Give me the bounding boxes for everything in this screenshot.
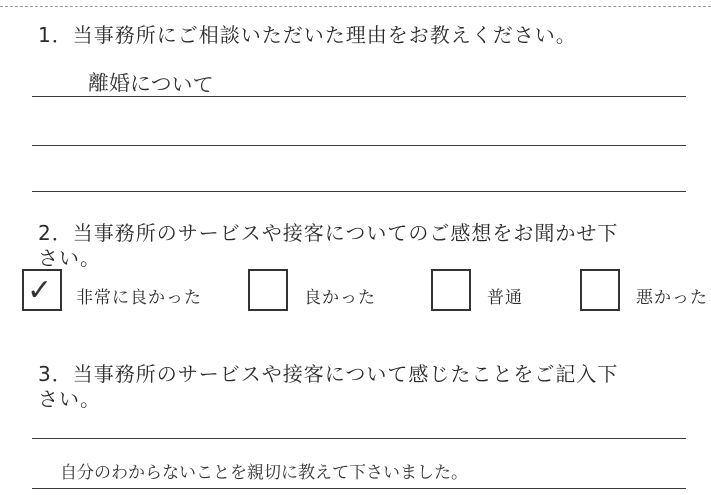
option-label-good: 良かった: [304, 288, 376, 308]
question-2-text-line1: 2．当事務所のサービスや接客についてのご感想をお聞かせ下: [38, 221, 619, 245]
option-label-average: 普通: [487, 288, 523, 308]
question-3-text-line1: 3．当事務所のサービスや接客について感じたことをご記入下: [38, 362, 619, 386]
answer-line-1: [32, 96, 686, 97]
answer-line-5: [32, 488, 686, 489]
question-2-text-line2: さい。: [38, 246, 101, 270]
checkbox-good[interactable]: [248, 269, 288, 311]
top-dashed-rule: [0, 6, 711, 7]
checkbox-very-good[interactable]: [22, 269, 62, 311]
checkbox-average[interactable]: [431, 269, 471, 311]
checkbox-bad[interactable]: [580, 269, 620, 311]
answer-line-2: [32, 145, 686, 146]
answer-line-4: [32, 438, 686, 439]
question-1-handwritten-answer: 離婚について: [87, 70, 214, 98]
check-mark-icon: ✓: [27, 273, 53, 308]
option-label-very-good: 非常に良かった: [76, 288, 202, 308]
question-3-text-line2: さい。: [38, 387, 101, 411]
option-label-bad: 悪かった: [636, 288, 708, 308]
question-1-text: 1．当事務所にご相談いただいた理由をお教えください。: [38, 23, 577, 47]
question-3-handwritten-answer: 自分のわからないことを親切に教えて下さいました。: [60, 463, 468, 483]
answer-line-3: [32, 191, 686, 192]
